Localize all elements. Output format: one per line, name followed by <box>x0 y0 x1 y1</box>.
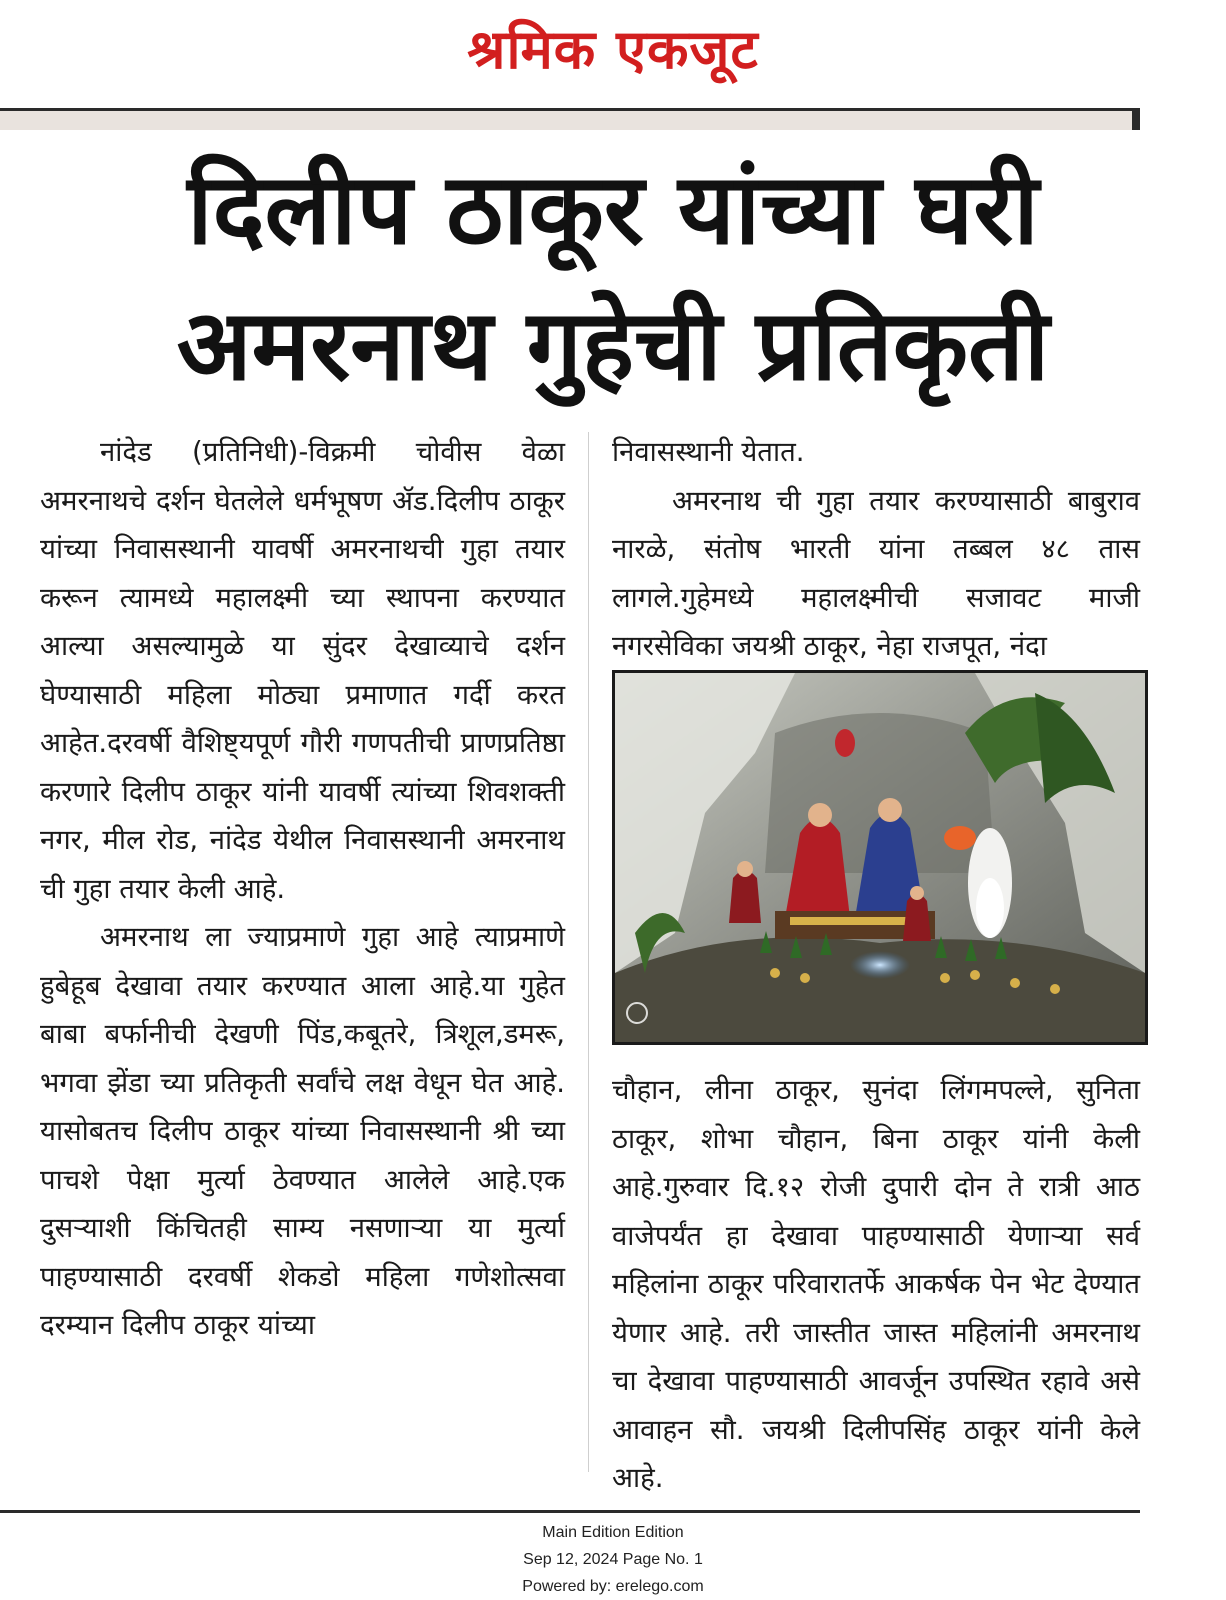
cave-shrine-image <box>615 673 1145 1042</box>
masthead-title: श्रमिक एकजूट <box>467 18 759 81</box>
footer-edition: Main Edition Edition <box>542 1524 684 1541</box>
headline-line-2: अमरनाथ गुहेची प्रतिकृती <box>176 289 1050 403</box>
masthead-rule <box>0 108 1140 130</box>
footer-date-page: Sep 12, 2024 Page No. 1 <box>523 1551 703 1568</box>
article-paragraph: अमरनाथ ला ज्याप्रमाणे गुहा आहे त्याप्रमाणे हुबेहूब देखावा तयार करण्यात आला आहे.या गुहेत बाबा बर्फानीची देखणी पिंड,कबूतरे, त्रिशूल,डमरू, भगवा झेंडा च्या प्रतिकृती सर्वांचे लक्ष वेधून घेत आहे. यासोबतच दिलीप ठाकूर यांच्या निवासस्थानी श्री च्या पाचशे पेक्षा मुर्त्या ठेवण्यात आलेले आहे.एक दुसऱ्याशी किंचितही साम्य नसणाऱ्या या मुर्त्या पाहण्यासाठी दरवर्षी शेकडो महिला गणेशोत्सवा दरम्यान दिलीप ठाकूर यांच्या <box>40 921 565 1341</box>
article-right-column-bottom <box>612 1066 1140 1503</box>
article-paragraph: निवासस्थानी येतात. <box>612 436 805 468</box>
headline-line-1: दिलीप ठाकूर यांच्या घरी <box>187 153 1039 267</box>
footer-rule <box>0 1510 1140 1513</box>
article-left-column <box>40 428 565 1350</box>
article-paragraph: अमरनाथ ची गुहा तयार करण्यासाठी बाबुराव नारळे, संतोष भारती यांना तब्बल ४८ तास लागले.गुहेमध्ये महालक्ष्मीची सजावट माजी नगरसेविका जयश्री ठाकूर, नेहा राजपूत, नंदा <box>612 484 1140 662</box>
article-right-column-top <box>612 428 1140 671</box>
column-divider <box>588 432 589 1472</box>
footer-powered-by: Powered by: erelego.com <box>522 1578 704 1595</box>
article-photo <box>612 670 1148 1045</box>
article-paragraph: नांदेड (प्रतिनिधी)-विक्रमी चोवीस वेळा अमरनाथचे दर्शन घेतलेले धर्मभूषण ॲड.दिलीप ठाकूर यांच्या निवासस्थानी यावर्षी अमरनाथची गुहा तयार करून त्यामध्ये महालक्ष्मी च्या स्थापना करण्यात आल्या असल्यामुळे या सुंदर देखाव्याचे दर्शन घेण्यासाठी महिला मोठ्या प्रमाणात गर्दी करत आहेत.दरवर्षी वैशिष्ट्यपूर्ण गौरी गणपतीची प्राणप्रतिष्ठा करणारे दिलीप ठाकूर यांनी यावर्षी त्यांच्या शिवशक्ती नगर, मील रोड, नांदेड येथील निवासस्थानी अमरनाथ ची गुहा तयार केली आहे. <box>40 436 565 905</box>
article-paragraph: चौहान, लीना ठाकूर, सुनंदा लिंगमपल्ले, सुनिता ठाकूर, शोभा चौहान, बिना ठाकूर यांनी केली आहे.गुरुवार दि.१२ रोजी दुपारी दोन ते रात्री आठ वाजेपर्यंत हा देखावा पाहण्यासाठी येणाऱ्या सर्व महिलांना ठाकूर परिवारातर्फे आकर्षक पेन भेट देण्यात येणार आहे. तरी जास्तीत जास्त महिलांनी अमरनाथ चा देखावा पाहण्यासाठी आवर्जून उपस्थित रहावे असे आवाहन सौ. जयश्री दिलीपसिंह ठाकूर यांनी केले आहे. <box>612 1074 1140 1494</box>
